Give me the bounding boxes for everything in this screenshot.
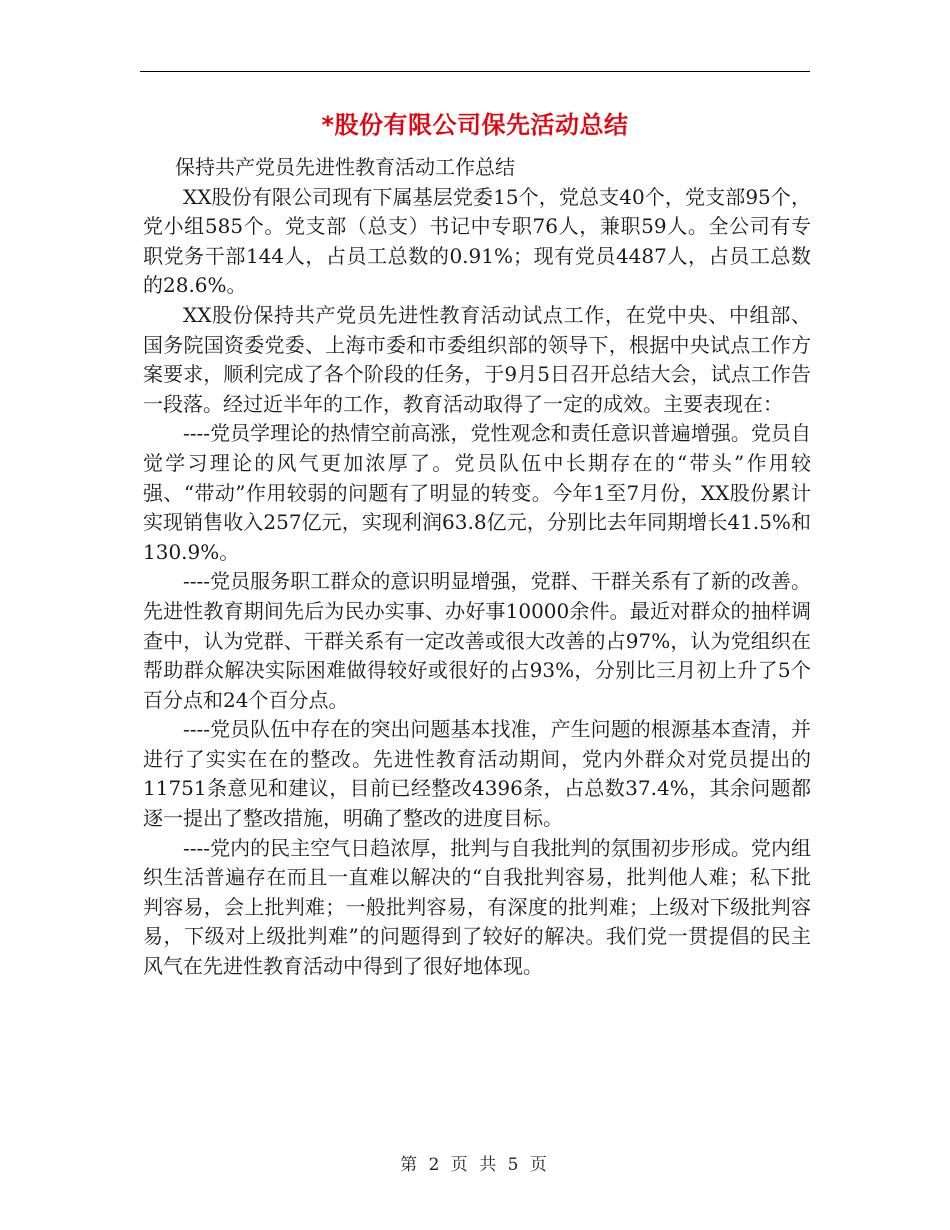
paragraph-rectification: ----党员队伍中存在的突出问题基本找准，产生问题的根源基本查清，并进行了实实在在的整改。先进性教育活动期间，党内外群众对党员提出的11751条意见和建议，目前已经整改4396条，占总数37.4%，其余问题都逐一提出了整改措施，明确了整改的进度目标。 [143,717,811,831]
paragraph-pilot-work: XX股份保持共产党员先进性教育活动试点工作，在党中央、中组部、国务院国资委党委、上海市委和市委组织部的领导下，根据中央试点工作方案要求，顺利完成了各个阶段的任务，于9月5日召开总结大会，试点工作告一段落。经过近半年的工作，教育活动取得了一定的成效。主要表现在： [143,302,811,416]
paragraph-democratic-atmosphere: ----党内的民主空气日趋浓厚，批判与自我批判的氛围初步形成。党内组织生活普遍存在而且一直难以解决的“自我批判容易，批判他人难；私下批判容易，会上批判难；一般批判容易，有深度的批判难；上级对下级批判容易，下级对上级批判难”的问题得到了较好的解决。我们党一贯提倡的民主风气在先进性教育活动中得到了很好地体现。 [143,835,811,979]
paragraph-theory-study: ----党员学理论的热情空前高涨，党性观念和责任意识普遍增强。党员自觉学习理论的风气更加浓厚了。党员队伍中长期存在的“带头”作用较强、“带动”作用较弱的问题有了明显的转变。今年1至7月份，XX股份累计实现销售收入257亿元，实现利润63.8亿元，分别比去年同期增长41.5%和130.9%。 [143,421,811,564]
paragraph-party-organization: XX股份有限公司现有下属基层党委15个，党总支40个，党支部95个，党小组585个。党支部（总支）书记中专职76人，兼职59人。全公司有专职党务干部144人，占员工总数的0.91%；现有党员4487人，占员工总数的28.6%。 [143,184,811,298]
document-subtitle: 保持共产党员先进性教育活动工作总结 [175,155,515,179]
document-title: *股份有限公司保先活动总结 [321,111,629,139]
page-number: 第 2 页 共 5 页 [400,1155,550,1175]
document-body [143,153,811,982]
header-rule [140,71,810,72]
paragraph-service-awareness: ----党员服务职工群众的意识明显增强，党群、干群关系有了新的改善。先进性教育期间先后为民办实事、办好事10000余件。最近对群众的抽样调查中，认为党群、干群关系有一定改善或很大改善的占97%，认为党组织在帮助群众解决实际困难做得较好或很好的占93%，分别比三月初上升了5个百分点和24个百分点。 [143,569,811,712]
